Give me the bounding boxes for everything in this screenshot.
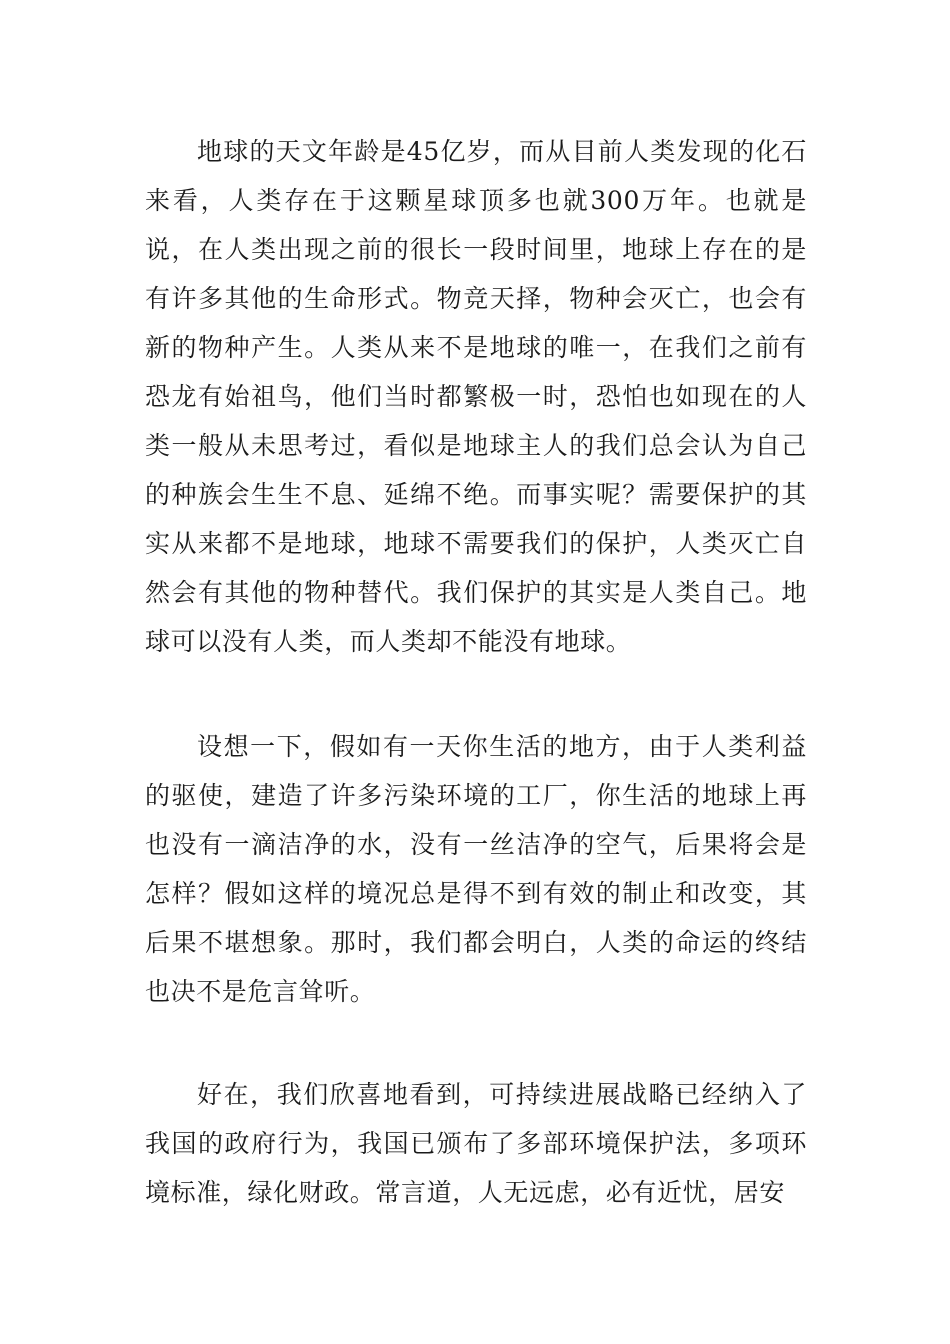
paragraph-earth-age: 地球的天文年龄是45亿岁，而从目前人类发现的化石来看，人类存在于这颗星球顶多也就300万年。也就是说，在人类出现之前的很长一段时间里，地球上存在的是有许多其他的生命形式。物竞天择，物种会灭亡，也会有新的物种产生。人类从来不是地球的唯一，在我们之前有恐龙有始祖鸟，他们当时都繁极一时，恐怕也如现在的人类一般从未思考过，看似是地球主人的我们总会认为自己的种族会生生不息、延绵不绝。而事实呢？需要保护的其实从来都不是地球，地球不需要我们的保护，人类灭亡自然会有其他的物种替代。我们保护的其实是人类自己。地球可以没有人类，而人类却不能没有地球。 — [145, 137, 807, 656]
paragraph-sustainable-development: 好在，我们欣喜地看到，可持续进展战略已经纳入了我国的政府行为，我国已颁布了多部环境保护法，多项环境标准，绿化财政。常言道，人无远虑，必有近忧，居安 — [145, 1080, 807, 1207]
paragraph-pollution-scenario: 设想一下，假如有一天你生活的地方，由于人类利益的驱使，建造了许多污染环境的工厂，你生活的地球上再也没有一滴洁净的水，没有一丝洁净的空气，后果将会是怎样？假如这样的境况总是得不到有效的制止和改变，其后果不堪想象。那时，我们都会明白，人类的命运的终结也决不是危言耸听。 — [145, 732, 807, 1006]
